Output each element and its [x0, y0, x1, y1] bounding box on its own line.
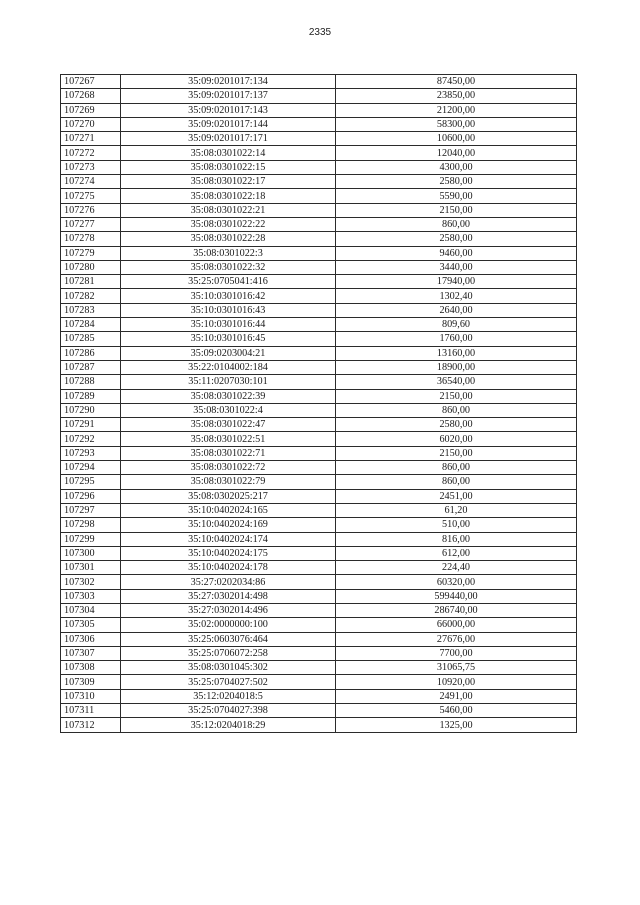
cadastral-number-cell: 35:08:0301022:22	[121, 217, 336, 231]
table-row	[61, 246, 577, 260]
table-row	[61, 117, 577, 131]
cadastral-number-cell: 35:09:0201017:171	[121, 132, 336, 146]
cadastral-number-cell: 35:09:0201017:134	[121, 75, 336, 89]
value-cell: 18900,00	[336, 360, 577, 374]
table-row	[61, 532, 577, 546]
row-number-cell: 107299	[61, 532, 121, 546]
row-number-cell: 107286	[61, 346, 121, 360]
row-number-cell: 107294	[61, 461, 121, 475]
cadastral-number-cell: 35:10:0301016:42	[121, 289, 336, 303]
cadastral-number-cell: 35:08:0302025:217	[121, 489, 336, 503]
table-row	[61, 389, 577, 403]
row-number-cell: 107307	[61, 646, 121, 660]
row-number-cell: 107274	[61, 175, 121, 189]
cadastral-number-cell: 35:11:0207030:101	[121, 375, 336, 389]
row-number-cell: 107288	[61, 375, 121, 389]
cadastral-number-cell: 35:27:0302014:496	[121, 603, 336, 617]
table-row	[61, 418, 577, 432]
table-row	[61, 203, 577, 217]
row-number-cell: 107283	[61, 303, 121, 317]
row-number-cell: 107304	[61, 603, 121, 617]
cadastral-number-cell: 35:10:0402024:178	[121, 561, 336, 575]
row-number-cell: 107292	[61, 432, 121, 446]
cadastral-number-cell: 35:08:0301022:47	[121, 418, 336, 432]
value-cell: 87450,00	[336, 75, 577, 89]
cadastral-number-cell: 35:12:0204018:5	[121, 689, 336, 703]
table-row	[61, 189, 577, 203]
value-cell: 66000,00	[336, 618, 577, 632]
table-row	[61, 275, 577, 289]
registry-table-body	[61, 75, 577, 733]
value-cell: 1302,40	[336, 289, 577, 303]
cadastral-number-cell: 35:02:0000000:100	[121, 618, 336, 632]
cadastral-number-cell: 35:25:0603076:464	[121, 632, 336, 646]
table-row	[61, 146, 577, 160]
value-cell: 27676,00	[336, 632, 577, 646]
value-cell: 7700,00	[336, 646, 577, 660]
table-row	[61, 718, 577, 732]
table-row	[61, 103, 577, 117]
row-number-cell: 107311	[61, 704, 121, 718]
value-cell: 4300,00	[336, 160, 577, 174]
table-row	[61, 318, 577, 332]
value-cell: 860,00	[336, 461, 577, 475]
table-row	[61, 260, 577, 274]
value-cell: 31065,75	[336, 661, 577, 675]
value-cell: 510,00	[336, 518, 577, 532]
row-number-cell: 107277	[61, 217, 121, 231]
table-row	[61, 618, 577, 632]
value-cell: 10920,00	[336, 675, 577, 689]
row-number-cell: 107280	[61, 260, 121, 274]
value-cell: 612,00	[336, 546, 577, 560]
cadastral-number-cell: 35:08:0301022:18	[121, 189, 336, 203]
row-number-cell: 107287	[61, 360, 121, 374]
value-cell: 36540,00	[336, 375, 577, 389]
row-number-cell: 107305	[61, 618, 121, 632]
table-row	[61, 689, 577, 703]
table-row	[61, 375, 577, 389]
table-row	[61, 89, 577, 103]
table-row	[61, 303, 577, 317]
value-cell: 17940,00	[336, 275, 577, 289]
row-number-cell: 107282	[61, 289, 121, 303]
cadastral-number-cell: 35:09:0201017:143	[121, 103, 336, 117]
row-number-cell: 107298	[61, 518, 121, 532]
row-number-cell: 107306	[61, 632, 121, 646]
cadastral-number-cell: 35:08:0301022:21	[121, 203, 336, 217]
value-cell: 21200,00	[336, 103, 577, 117]
value-cell: 2580,00	[336, 232, 577, 246]
row-number-cell: 107279	[61, 246, 121, 260]
table-row	[61, 503, 577, 517]
table-row	[61, 646, 577, 660]
value-cell: 860,00	[336, 475, 577, 489]
row-number-cell: 107289	[61, 389, 121, 403]
value-cell: 809,60	[336, 318, 577, 332]
value-cell: 3440,00	[336, 260, 577, 274]
value-cell: 860,00	[336, 217, 577, 231]
table-row	[61, 360, 577, 374]
table-row	[61, 446, 577, 460]
cadastral-number-cell: 35:10:0402024:175	[121, 546, 336, 560]
value-cell: 2580,00	[336, 175, 577, 189]
cadastral-number-cell: 35:08:0301045:302	[121, 661, 336, 675]
cadastral-number-cell: 35:27:0302014:498	[121, 589, 336, 603]
value-cell: 860,00	[336, 403, 577, 417]
table-row	[61, 603, 577, 617]
table-row	[61, 289, 577, 303]
cadastral-number-cell: 35:10:0402024:174	[121, 532, 336, 546]
value-cell: 5590,00	[336, 189, 577, 203]
value-cell: 9460,00	[336, 246, 577, 260]
value-cell: 1760,00	[336, 332, 577, 346]
row-number-cell: 107268	[61, 89, 121, 103]
cadastral-number-cell: 35:09:0201017:137	[121, 89, 336, 103]
value-cell: 58300,00	[336, 117, 577, 131]
value-cell: 61,20	[336, 503, 577, 517]
row-number-cell: 107275	[61, 189, 121, 203]
value-cell: 23850,00	[336, 89, 577, 103]
value-cell: 1325,00	[336, 718, 577, 732]
row-number-cell: 107297	[61, 503, 121, 517]
cadastral-number-cell: 35:10:0402024:169	[121, 518, 336, 532]
table-row	[61, 632, 577, 646]
page-number: 2335	[308, 27, 332, 38]
value-cell: 2150,00	[336, 203, 577, 217]
value-cell: 2150,00	[336, 389, 577, 403]
table-row	[61, 675, 577, 689]
cadastral-number-cell: 35:25:0704027:398	[121, 704, 336, 718]
table-row	[61, 160, 577, 174]
cadastral-number-cell: 35:08:0301022:14	[121, 146, 336, 160]
row-number-cell: 107310	[61, 689, 121, 703]
table-row	[61, 75, 577, 89]
table-row	[61, 561, 577, 575]
table-row	[61, 132, 577, 146]
value-cell: 5460,00	[336, 704, 577, 718]
table-row	[61, 217, 577, 231]
cadastral-number-cell: 35:12:0204018:29	[121, 718, 336, 732]
registry-table	[60, 74, 577, 733]
table-row	[61, 546, 577, 560]
cadastral-number-cell: 35:22:0104002:184	[121, 360, 336, 374]
table-row	[61, 575, 577, 589]
value-cell: 2150,00	[336, 446, 577, 460]
row-number-cell: 107293	[61, 446, 121, 460]
cadastral-number-cell: 35:08:0301022:17	[121, 175, 336, 189]
cadastral-number-cell: 35:10:0301016:45	[121, 332, 336, 346]
value-cell: 816,00	[336, 532, 577, 546]
cadastral-number-cell: 35:10:0402024:165	[121, 503, 336, 517]
cadastral-number-cell: 35:10:0301016:43	[121, 303, 336, 317]
row-number-cell: 107302	[61, 575, 121, 589]
row-number-cell: 107290	[61, 403, 121, 417]
table-row	[61, 489, 577, 503]
value-cell: 10600,00	[336, 132, 577, 146]
row-number-cell: 107281	[61, 275, 121, 289]
cadastral-number-cell: 35:08:0301022:71	[121, 446, 336, 460]
table-row	[61, 332, 577, 346]
cadastral-number-cell: 35:08:0301022:51	[121, 432, 336, 446]
value-cell: 6020,00	[336, 432, 577, 446]
row-number-cell: 107300	[61, 546, 121, 560]
row-number-cell: 107303	[61, 589, 121, 603]
value-cell: 60320,00	[336, 575, 577, 589]
table-row	[61, 175, 577, 189]
value-cell: 2580,00	[336, 418, 577, 432]
row-number-cell: 107309	[61, 675, 121, 689]
table-row	[61, 518, 577, 532]
table-row	[61, 475, 577, 489]
row-number-cell: 107312	[61, 718, 121, 732]
row-number-cell: 107296	[61, 489, 121, 503]
row-number-cell: 107276	[61, 203, 121, 217]
value-cell: 2640,00	[336, 303, 577, 317]
cadastral-number-cell: 35:27:0202034:86	[121, 575, 336, 589]
table-row	[61, 589, 577, 603]
cadastral-number-cell: 35:10:0301016:44	[121, 318, 336, 332]
row-number-cell: 107267	[61, 75, 121, 89]
value-cell: 286740,00	[336, 603, 577, 617]
row-number-cell: 107273	[61, 160, 121, 174]
row-number-cell: 107272	[61, 146, 121, 160]
cadastral-number-cell: 35:09:0201017:144	[121, 117, 336, 131]
row-number-cell: 107285	[61, 332, 121, 346]
cadastral-number-cell: 35:08:0301022:3	[121, 246, 336, 260]
cadastral-number-cell: 35:08:0301022:32	[121, 260, 336, 274]
cadastral-number-cell: 35:25:0706072:258	[121, 646, 336, 660]
table-row	[61, 432, 577, 446]
row-number-cell: 107295	[61, 475, 121, 489]
table-row	[61, 403, 577, 417]
row-number-cell: 107270	[61, 117, 121, 131]
value-cell: 599440,00	[336, 589, 577, 603]
value-cell: 12040,00	[336, 146, 577, 160]
value-cell: 2491,00	[336, 689, 577, 703]
cadastral-number-cell: 35:08:0301022:15	[121, 160, 336, 174]
row-number-cell: 107278	[61, 232, 121, 246]
cadastral-number-cell: 35:08:0301022:39	[121, 389, 336, 403]
table-row	[61, 346, 577, 360]
cadastral-number-cell: 35:08:0301022:79	[121, 475, 336, 489]
row-number-cell: 107269	[61, 103, 121, 117]
table-row	[61, 661, 577, 675]
row-number-cell: 107284	[61, 318, 121, 332]
row-number-cell: 107271	[61, 132, 121, 146]
value-cell: 224,40	[336, 561, 577, 575]
cadastral-number-cell: 35:08:0301022:4	[121, 403, 336, 417]
table-row	[61, 704, 577, 718]
cadastral-number-cell: 35:25:0704027:502	[121, 675, 336, 689]
cadastral-number-cell: 35:25:0705041:416	[121, 275, 336, 289]
table-row	[61, 232, 577, 246]
row-number-cell: 107291	[61, 418, 121, 432]
cadastral-number-cell: 35:08:0301022:72	[121, 461, 336, 475]
row-number-cell: 107308	[61, 661, 121, 675]
table-row	[61, 461, 577, 475]
cadastral-number-cell: 35:09:0203004:21	[121, 346, 336, 360]
row-number-cell: 107301	[61, 561, 121, 575]
cadastral-number-cell: 35:08:0301022:28	[121, 232, 336, 246]
value-cell: 13160,00	[336, 346, 577, 360]
value-cell: 2451,00	[336, 489, 577, 503]
